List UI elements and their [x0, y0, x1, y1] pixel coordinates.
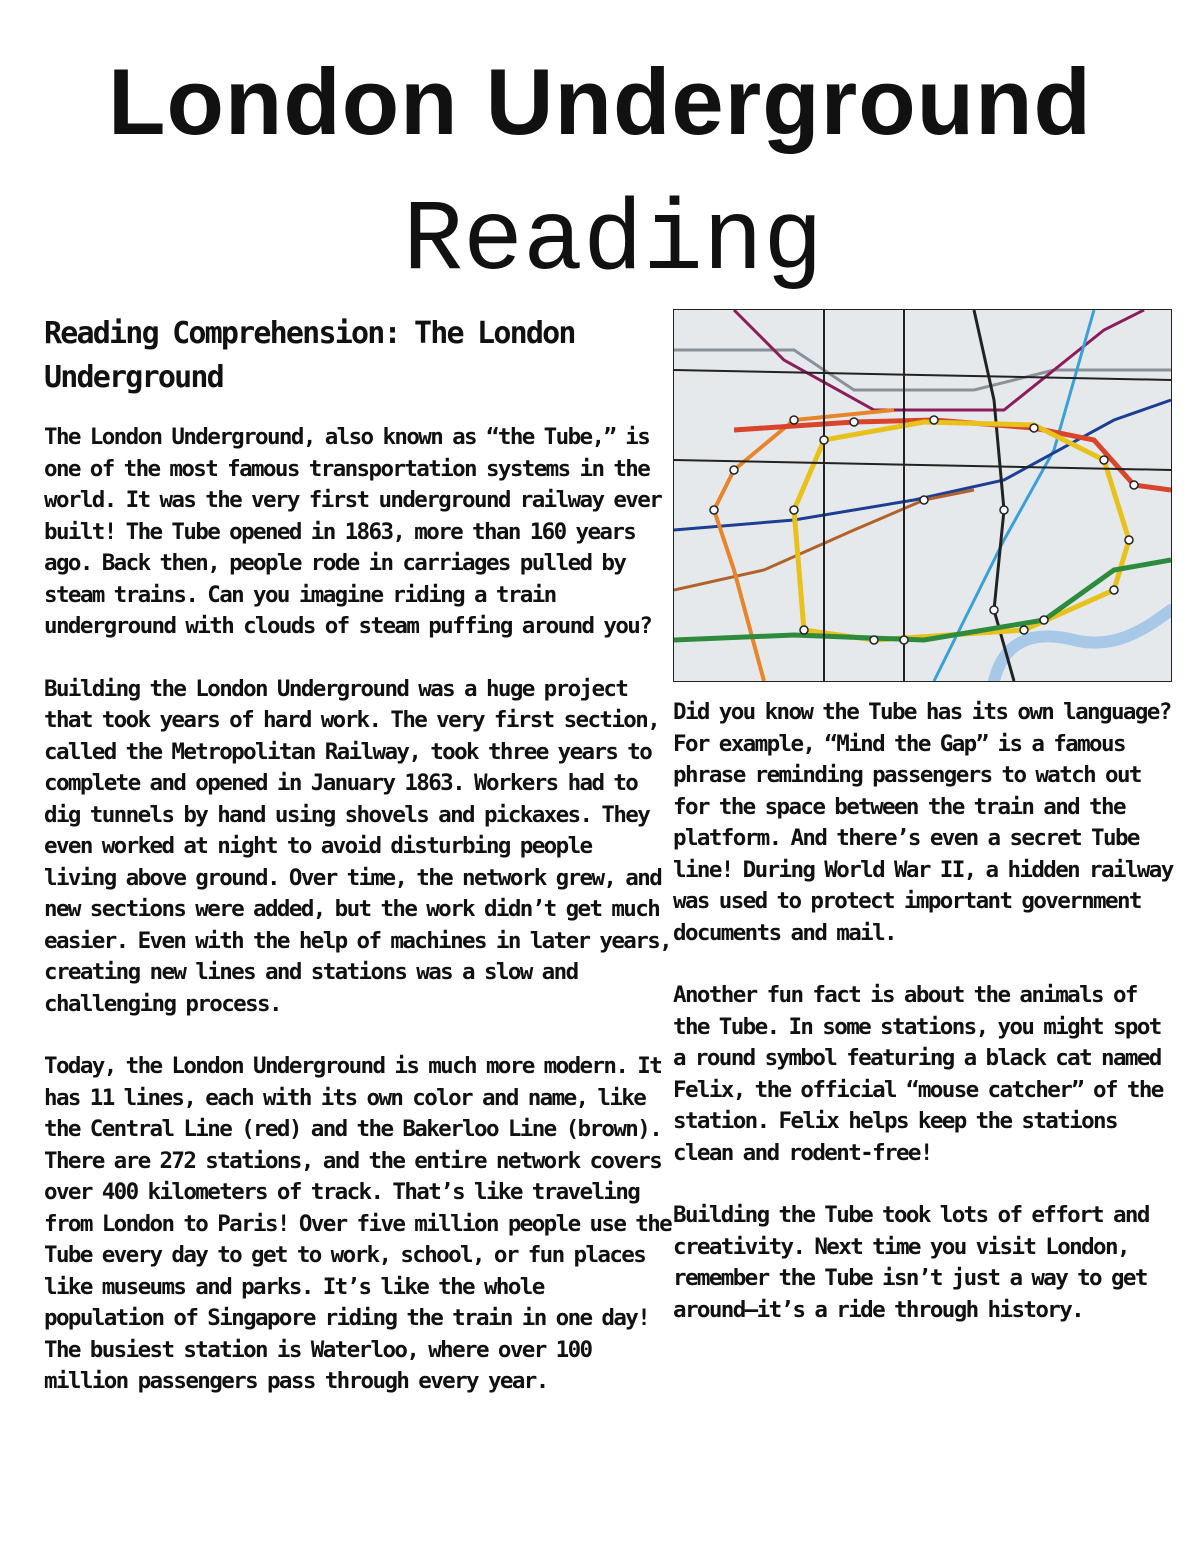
station-marker — [800, 626, 808, 634]
station-marker — [990, 606, 998, 614]
paragraph-conclusion: Building the Tube took lots of effort and creativity. Next time you visit London, remember the Tube isn’t just a way to get around—it’s a ride through history. — [673, 1202, 1149, 1323]
station-marker — [1030, 424, 1038, 432]
station-marker — [1040, 616, 1048, 624]
station-marker — [900, 636, 908, 644]
station-marker — [1000, 506, 1008, 514]
line-metropolitan — [734, 310, 1144, 410]
paragraph-animals: Another fun fact is about the animals of the Tube. In some stations, you might spot a round symbol featuring a black cat named Felix, the official “mouse catcher” of the station. Felix helps keep the stations clean and rodent-free! — [673, 982, 1163, 1166]
station-marker — [730, 466, 738, 474]
station-marker — [930, 416, 938, 424]
tube-map-image — [673, 309, 1172, 682]
station-marker — [920, 496, 928, 504]
paragraph-building: Building the London Underground was a huge project that took years of hard work. The very first section, called the Metropolitan Railway, took three years to complete and opened in January 1863. Workers had to dig tunnels by hand using shovels and pickaxes. They even worked at night to avoid disturbing people living above ground. Over time, the network grew, and new sections were added, but the work didn’t get much easier. Even with the help of machines in later years, creating new lines and stations was a slow and challenging process. — [44, 675, 672, 1017]
tube-map-graphic — [674, 310, 1171, 681]
page-subtitle: Reading — [402, 186, 824, 299]
station-marker — [1100, 456, 1108, 464]
station-marker — [1110, 586, 1118, 594]
station-marker — [1020, 626, 1028, 634]
station-marker — [1130, 481, 1138, 489]
station-marker — [790, 416, 798, 424]
line-jubilee — [674, 350, 1171, 390]
left-column — [44, 312, 672, 1429]
station-marker — [710, 506, 718, 514]
station-marker — [850, 418, 858, 426]
article-heading: Reading Comprehension: The London Underground — [44, 316, 575, 395]
paragraph-intro: The London Underground, also known as “the Tube,” is one of the most famous transportation systems in the world. It was the very first underground railway ever built! The Tube opened in 1863, more than 160 years ago. Back then, people rode in carriages pulled by steam trains. Can you imagine riding a train underground with clouds of steam puffing around you? — [44, 424, 662, 639]
station-marker — [790, 506, 798, 514]
page-title: London Underground — [108, 49, 1092, 154]
station-marker — [1125, 536, 1133, 544]
paragraph-today: Today, the London Underground is much more modern. It has 11 lines, each with its own color and name, like the Central Line (red) and the Bakerloo Line (brown). There are 272 stations, and the entire network covers over 400 kilometers of track. That’s like traveling from London to Paris! Over five million people use the Tube every day to get to work, school, or fun places like museums and parks. It’s like the whole population of Singapore riding the train in one day! The busiest station is Waterloo, where over 100 million passengers pass through every year. — [44, 1053, 672, 1394]
line-central — [734, 420, 1171, 490]
right-column — [673, 697, 1173, 1357]
line-circle — [794, 422, 1129, 640]
paragraph-language: Did you know the Tube has its own language? For example, “Mind the Gap” is a famous phrase reminding passengers to watch out for the space between the train and the platform. And there’s even a secret Tube line! During World War II, a hidden railway was used to protect important government documents and mail. — [673, 699, 1173, 946]
thames-river — [994, 610, 1171, 681]
station-marker — [870, 636, 878, 644]
station-marker — [820, 436, 828, 444]
